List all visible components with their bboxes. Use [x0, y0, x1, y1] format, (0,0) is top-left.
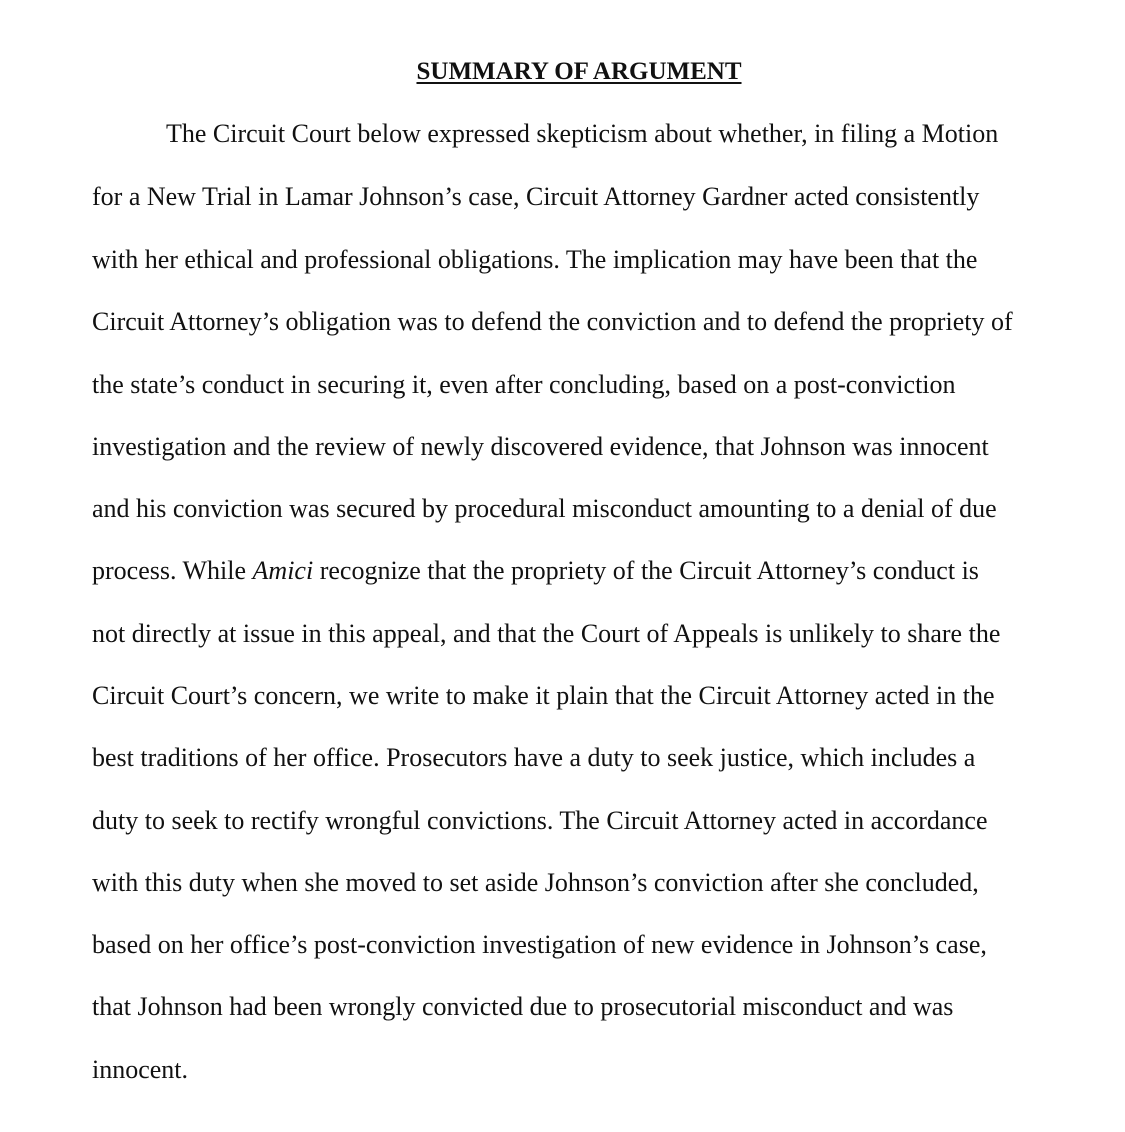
paragraph-line: Circuit Court’s concern, we write to make it plain that the Circuit Attorney acted in the [92, 681, 995, 710]
paragraph-line: innocent. [92, 1055, 189, 1084]
line-text: recognize that the propriety of the Circuit Attorney’s conduct is [319, 556, 979, 585]
paragraph-line: that Johnson had been wrongly convicted due to prosecutorial misconduct and was [92, 992, 954, 1021]
paragraph-line: investigation and the review of newly discovered evidence, that Johnson was innocent [92, 432, 989, 461]
paragraph-line: for a New Trial in Lamar Johnson’s case, Circuit Attorney Gardner acted consistently [92, 182, 980, 211]
paragraph-line: and his conviction was secured by procedural misconduct amounting to a denial of due [92, 494, 997, 523]
paragraph-line: best traditions of her office. Prosecutors have a duty to seek justice, which includes a [92, 743, 976, 772]
paragraph-line: with this duty when she moved to set aside Johnson’s conviction after she concluded, [92, 868, 979, 897]
section-heading: SUMMARY OF ARGUMENT [416, 58, 742, 85]
paragraph-line: the state’s conduct in securing it, even after concluding, based on a post-conviction [92, 370, 956, 399]
paragraph-line [92, 555, 979, 587]
line-text: process. While [92, 556, 247, 585]
paragraph-line: Circuit Attorney’s obligation was to defend the conviction and to defend the propriety of [92, 307, 1013, 336]
paragraph-line: not directly at issue in this appeal, and that the Court of Appeals is unlikely to share the [92, 619, 1001, 648]
paragraph-line: based on her office’s post-conviction investigation of new evidence in Johnson’s case, [92, 930, 987, 959]
amici-italic: Amici [252, 556, 314, 585]
paragraph-line: duty to seek to rectify wrongful convictions. The Circuit Attorney acted in accordance [92, 806, 988, 835]
paragraph-line: with her ethical and professional obligations. The implication may have been that the [92, 245, 978, 274]
paragraph-line: The Circuit Court below expressed skepticism about whether, in filing a Motion [166, 119, 999, 148]
